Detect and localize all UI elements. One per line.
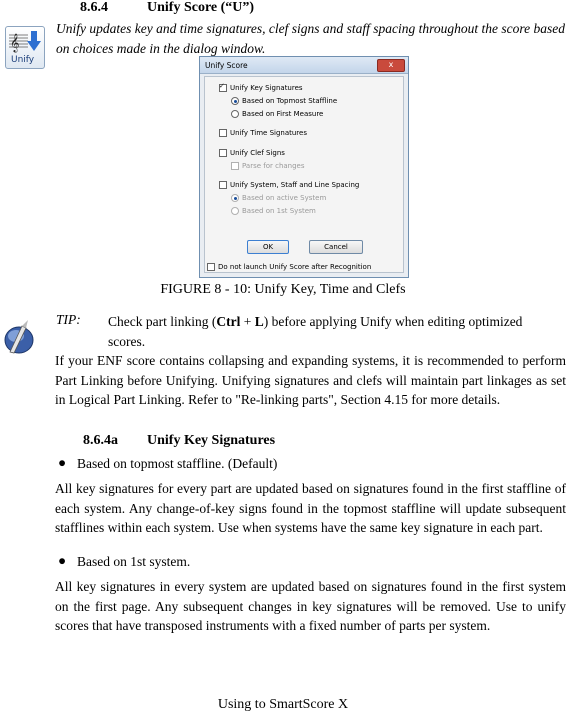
section-title: Unify Score (“U”) (147, 0, 255, 15)
no-launch-checkbox[interactable]: Do not launch Unify Score after Recognition (207, 263, 371, 271)
figure-caption: FIGURE 8 - 10: Unify Key, Time and Clefs (160, 282, 406, 297)
section-number: 8.6.4 (80, 0, 108, 15)
tip-label: TIP: (56, 312, 81, 327)
bullet-first-system: Based on 1st system. (77, 554, 191, 569)
subsection-number: 8.6.4a (83, 433, 118, 448)
subsection-title: Unify Key Signatures (147, 433, 276, 448)
dialog-title: Unify Score (200, 57, 408, 74)
svg-text:𝄞: 𝄞 (10, 33, 20, 52)
unify-spacing-checkbox[interactable]: Unify System, Staff and Line Spacing (219, 181, 359, 189)
cancel-button[interactable]: Cancel (309, 240, 363, 254)
radio-icon (231, 194, 239, 202)
bullet-topmost: Based on topmost staffline. (Default) (77, 456, 278, 471)
bullet-icon: ● (58, 455, 67, 470)
close-button[interactable] (377, 59, 405, 72)
first-system-radio[interactable]: Based on 1st System (231, 207, 316, 215)
paragraph-topmost: All key signatures for every part are updated based on signatures found in the first staffline of each system. Any change-of-key signs found in the topmost staffline will update subsequent stafflines within each system. Use when systems have the same key signature in each part. (55, 481, 566, 535)
radio-icon (231, 110, 239, 118)
close-icon: x (388, 60, 394, 69)
radio-icon (231, 207, 239, 215)
tip-icon (2, 318, 36, 356)
bullet-icon: ● (58, 553, 67, 568)
checkbox-icon (207, 263, 215, 271)
unify-clef-checkbox[interactable]: Unify Clef Signs (219, 149, 285, 157)
unify-score-dialog (199, 56, 409, 278)
unify-icon-label: Unify (11, 55, 35, 65)
ok-button[interactable]: OK (247, 240, 289, 254)
parse-changes-checkbox[interactable]: Parse for changes (231, 162, 305, 170)
checkbox-icon (219, 149, 227, 157)
unify-icon (5, 26, 45, 69)
active-system-radio[interactable]: Based on active System (231, 194, 326, 202)
page-footer: Using to SmartScore X (217, 697, 349, 712)
ctrl-key: Ctrl (216, 314, 241, 329)
key-topmost-radio[interactable]: Based on Topmost Staffline (231, 97, 337, 105)
paragraph-first-system: All key signatures in every system are updated based on signatures found in the first system on the first page. Any subsequent changes in key signatures will be removed. Use to unify scores that have transposed instruments with a fixed number of parts per system. (55, 579, 566, 633)
paragraph-part-linking: If your ENF score contains collapsing and expanding systems, it is recommended to perform Part Linking before Unifying. Unifying signatures and clefs will maintain part linkages as set in Logical Part Linking. Refer to "Re-linking parts", Section 4.15 for more details. (55, 353, 566, 407)
key-first-radio[interactable]: Based on First Measure (231, 110, 323, 118)
tip-text: Check part linking (Ctrl + L) before applying Unify when editing optimized scores. (108, 314, 523, 349)
checkbox-icon (219, 181, 227, 189)
checkbox-icon (219, 84, 227, 92)
unify-key-checkbox[interactable]: ✓ Unify Key Signatures (219, 84, 303, 92)
checkbox-icon (219, 129, 227, 137)
checkbox-icon (231, 162, 239, 170)
radio-icon (231, 97, 239, 105)
l-key: L (254, 314, 264, 329)
unify-time-checkbox[interactable]: Unify Time Signatures (219, 129, 307, 137)
intro-paragraph: Unify updates key and time signatures, clef signs and staff spacing throughout the score based on choices made in the dialog window. (56, 21, 565, 56)
